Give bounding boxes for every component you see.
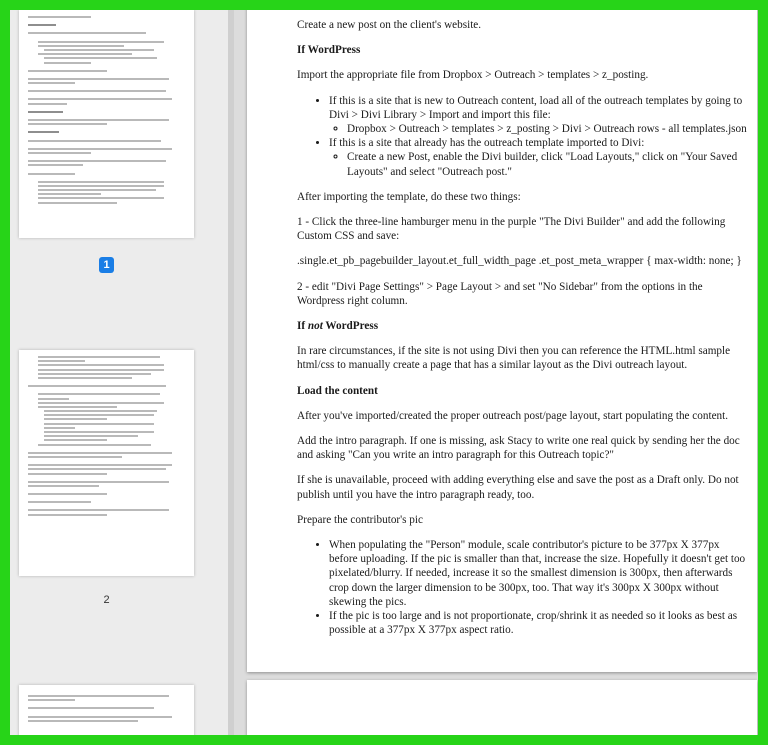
page-number-label: 2 [103, 594, 110, 606]
pic-bullet-list [297, 538, 747, 637]
unavailable-text: If she is unavailable, proceed with adding everything else and save the post as a Draft only. Do not publish until you have the intro paragraph ready, too. [297, 474, 739, 501]
thumbnail-preview [19, 685, 194, 722]
list-item: ◦ Create a new Post, enable the Divi builder, click "Load Layouts," click on "Your Saved Layouts" and select "Outreach post." [347, 150, 747, 178]
document-page-2 [247, 680, 757, 735]
page-number-badge: 1 [99, 257, 114, 273]
list-item: • If this is a site that already has the outreach template imported to Divi: ◦ Create a new Post, enable the Divi builder, click "Load Layouts," click on "Your Saved Layouts" and select "Outreach post." [329, 136, 747, 179]
list-item: • If this is a site that is new to Outreach content, load all of the outreach templates by going to Divi > Divi Library > Import and import this file: ◦ Dropbox > Outreach > templates > z_posting > Divi > Outreach rows - all templates.json [329, 94, 747, 137]
list-item: ◦ Dropbox > Outreach > templates > z_posting > Divi > Outreach rows - all templates.json [347, 122, 747, 136]
pdf-viewer-window [10, 10, 758, 735]
document-page-1 [247, 10, 757, 672]
list-item: • If the pic is too large and is not proportionate, crop/shrink it as needed so it looks as best as possible at a 377px X 377px aspect ratio. [329, 609, 747, 637]
after-import-text: After importing the template, do these two things: [297, 190, 521, 203]
document-view[interactable] [234, 10, 758, 735]
page-thumbnail-1[interactable] [19, 10, 194, 238]
thumbnail-sidebar[interactable] [10, 10, 229, 735]
if-wordpress-heading: If WordPress [297, 44, 361, 57]
load-content-heading: Load the content [297, 384, 378, 397]
page-thumbnail-2[interactable] [19, 350, 194, 576]
step-2-text: 2 - edit "Divi Page Settings" > Page Layout > and set "No Sidebar" from the options in the Wordpress right column. [297, 280, 703, 307]
css-code: .single.et_pb_pagebuilder_layout.et_full_width_page .et_post_meta_wrapper { max-width: none; } [297, 255, 742, 268]
thumbnail-preview [19, 350, 194, 516]
intro-paragraph-text: Add the intro paragraph. If one is missing, ask Stacy to write one real quick by sending her the doc and asking "Can you write an intro paragraph for this Outreach topic?" [297, 435, 740, 462]
thumbnail-preview [19, 10, 194, 204]
rare-circumstances-text: In rare circumstances, if the site is not using Divi then you can reference the HTML.html sample html/css to manually create a page that has a similar layout as the Divi outreach layout. [297, 345, 731, 372]
import-bullet-list [297, 94, 747, 179]
intro-text: Create a new post on the client's website. [297, 19, 482, 31]
prepare-pic-text: Prepare the contributor's pic [297, 513, 423, 526]
load-content-text: After you've imported/created the proper outreach post/page layout, start populating the content. [297, 409, 729, 422]
page-content [297, 18, 747, 649]
import-paragraph: Import the appropriate file from Dropbox > Outreach > templates > z_posting. [297, 69, 649, 82]
page-thumbnail-3[interactable] [19, 685, 194, 735]
list-item: • When populating the "Person" module, scale contributor's picture to be 377px X 377px before uploading. If the pic is smaller than that, increase the size. Hopefully it doesn't get too pixelated/blurry. If needed, increase it so the smallest dimension is 300px, then afterwards crop down the larger dimension to be 300px, too. That way it's 300px X 300px without skewing the pics. [329, 538, 747, 609]
if-not-wordpress-heading: If not WordPress [297, 320, 379, 333]
step-1-text: 1 - Click the three-line hamburger menu in the purple "The Divi Builder" and add the following Custom CSS and save: [297, 216, 726, 243]
